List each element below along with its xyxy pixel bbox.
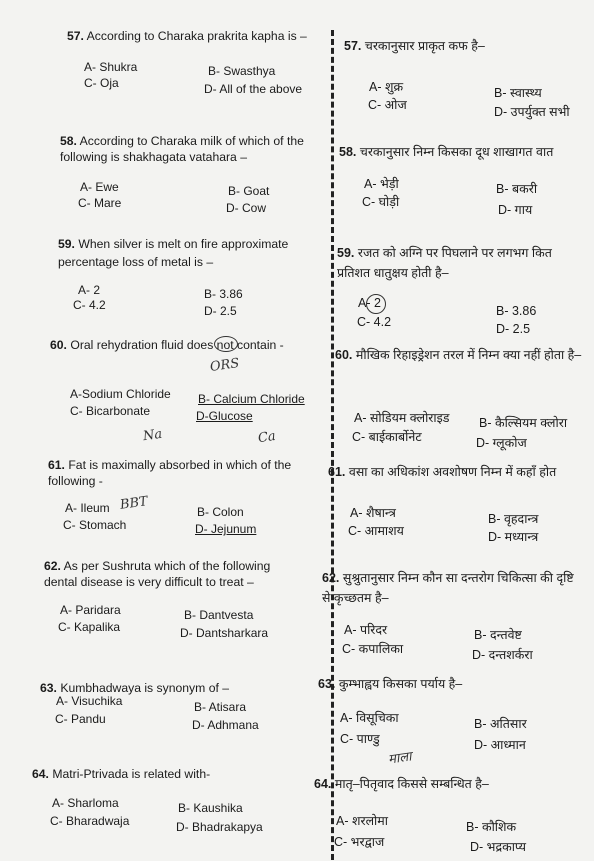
option-a: A- शरलोमा: [336, 814, 389, 828]
question-58-en: 58. According to Charaka milk of which of the following is shakhagata vatahara –: [60, 134, 304, 164]
handwritten-note-na: Na: [142, 426, 164, 445]
option-c: C- Bicarbonate: [70, 404, 151, 418]
option-d: D- आध्मान: [474, 738, 526, 752]
option-a: A- शैषान्त्र: [350, 506, 396, 520]
question-57-hi: 57. चरकानुसार प्राकृत कफ है–: [344, 39, 485, 53]
option-d: D-Glucose: [196, 409, 253, 423]
option-c: C- Kapalika: [58, 620, 121, 634]
option-a: A- सोडियम क्लोराइड: [354, 411, 450, 425]
handwritten-note-ors: ORS: [209, 356, 241, 375]
option-c: C- Stomach: [63, 518, 127, 532]
option-b: B- कैल्सियम क्लोरा: [479, 416, 568, 430]
question-63-hi: 63. कुम्भाह्वय किसका पर्याय है–: [318, 677, 463, 691]
option-b: B- Kaushika: [178, 801, 243, 815]
handwritten-note-mala: माला: [387, 749, 413, 768]
option-b: B- स्वास्थ्य: [494, 86, 542, 100]
option-c: C- Pandu: [55, 712, 106, 726]
option-c: C- ओज: [368, 98, 407, 112]
option-d: D- 2.5: [204, 304, 237, 318]
option-b: B- Colon: [197, 505, 244, 519]
option-b: B- Goat: [228, 184, 270, 198]
option-d: D- 2.5: [496, 322, 531, 336]
option-b: B- Dantvesta: [184, 608, 254, 622]
question-60-en: 60. Oral rehydration fluid does not contain -: [50, 338, 284, 352]
option-c: C- 4.2: [73, 298, 106, 312]
option-b: B- अतिसार: [474, 717, 527, 731]
option-c: C- भरद्वाज: [334, 835, 385, 849]
option-d: D- भद्रकाप्य: [470, 840, 526, 854]
option-c: C- Mare: [78, 196, 122, 210]
question-59-hi: 59. रजत को अग्नि पर पिघलाने पर लगभग कित प्रतिशत धातुक्षय होती है–: [337, 246, 552, 280]
question-57-en: 57. According to Charaka prakrita kapha is –: [67, 29, 307, 43]
option-b: B- दन्तवेष्ट: [474, 628, 522, 642]
option-a: A- Shukra: [84, 60, 138, 74]
option-c: C- 4.2: [357, 315, 392, 329]
option-d: D- Adhmana: [192, 718, 259, 732]
option-a: A- Ileum: [65, 501, 110, 515]
question-63-en: 63. Kumbhadwaya is synonym of –: [40, 681, 230, 695]
option-c: C- आमाशय: [348, 524, 404, 538]
option-a: A- 2: [78, 283, 101, 297]
option-a: A- Visuchika: [56, 694, 123, 708]
option-a: A- परिदर: [344, 623, 388, 637]
option-c: C- घोड़ी: [362, 195, 400, 209]
option-d: D- Jejunum: [195, 522, 257, 536]
option-b: B- 3.86: [496, 304, 537, 318]
option-a: A- 2: [358, 296, 381, 310]
option-a: A-Sodium Chloride: [70, 387, 171, 401]
option-a: A- विसूचिका: [340, 711, 399, 725]
option-d: D- दन्तशर्करा: [472, 648, 533, 662]
column-divider: [331, 30, 334, 860]
question-59-en: 59. When silver is melt on fire approximate percentage loss of metal is –: [58, 237, 289, 269]
option-d: D- All of the above: [204, 82, 303, 96]
option-c: C- पाण्डु: [340, 732, 380, 746]
handwritten-note-bbt: BBT: [119, 494, 149, 513]
option-d: D- Dantsharkara: [180, 626, 269, 640]
option-d: D- गाय: [498, 203, 533, 217]
option-b: B- कौशिक: [466, 820, 517, 834]
question-60-hi: 60. मौखिक रिहाइड्रेशन तरल में निम्न क्या नहीं होता है–: [335, 348, 582, 362]
option-c: C- Bharadwaja: [50, 814, 130, 828]
option-a: A- Sharloma: [52, 796, 119, 810]
handwritten-note-ca: Ca: [257, 428, 277, 447]
option-b: B- Calcium Chloride: [198, 392, 305, 406]
option-b: B- 3.86: [204, 287, 243, 301]
option-a: A- Paridara: [60, 603, 121, 617]
option-d: D- Bhadrakapya: [176, 820, 263, 834]
option-d: D- ग्लूकोज: [476, 436, 527, 450]
option-a: A- भेड़ी: [364, 177, 399, 191]
option-b: B- बकरी: [496, 182, 538, 196]
option-a: A- शुक्र: [369, 80, 404, 94]
option-d: D- Cow: [226, 201, 267, 215]
question-61-hi: 61. वसा का अधिकांश अवशोषण निम्न में कहाँ होत: [328, 465, 557, 479]
question-62-en: 62. As per Sushruta which of the following dental disease is very difficult to treat –: [44, 559, 271, 589]
question-64-en: 64. Matri-Ptrivada is related with-: [32, 767, 211, 781]
option-d: D- उपर्युक्त सभी: [494, 105, 570, 119]
option-c: C- Oja: [84, 76, 119, 90]
handwritten-circle: [214, 336, 238, 352]
question-61-en: 61. Fat is maximally absorbed in which of the following -: [48, 458, 292, 488]
question-62-hi: 62. सुश्रुतानुसार निम्न कौन सा दन्तरोग चिकित्सा की दृष्टि से कृच्छतम है–: [322, 571, 574, 605]
option-b: B- Swasthya: [208, 64, 276, 78]
option-b: B- वृहदान्त्र: [488, 512, 539, 526]
question-58-hi: 58. चरकानुसार निम्न किसका दूध शाखागत वात: [339, 145, 554, 159]
option-c: C- बाईकार्बोनेट: [352, 430, 422, 444]
option-b: B- Atisara: [194, 700, 247, 714]
question-64-hi: 64. मातृ–पितृवाद किससे सम्बन्धित है–: [314, 777, 489, 791]
option-c: C- कपालिका: [342, 642, 404, 656]
option-a: A- Ewe: [80, 180, 119, 194]
option-d: D- मध्यान्त्र: [488, 530, 539, 544]
